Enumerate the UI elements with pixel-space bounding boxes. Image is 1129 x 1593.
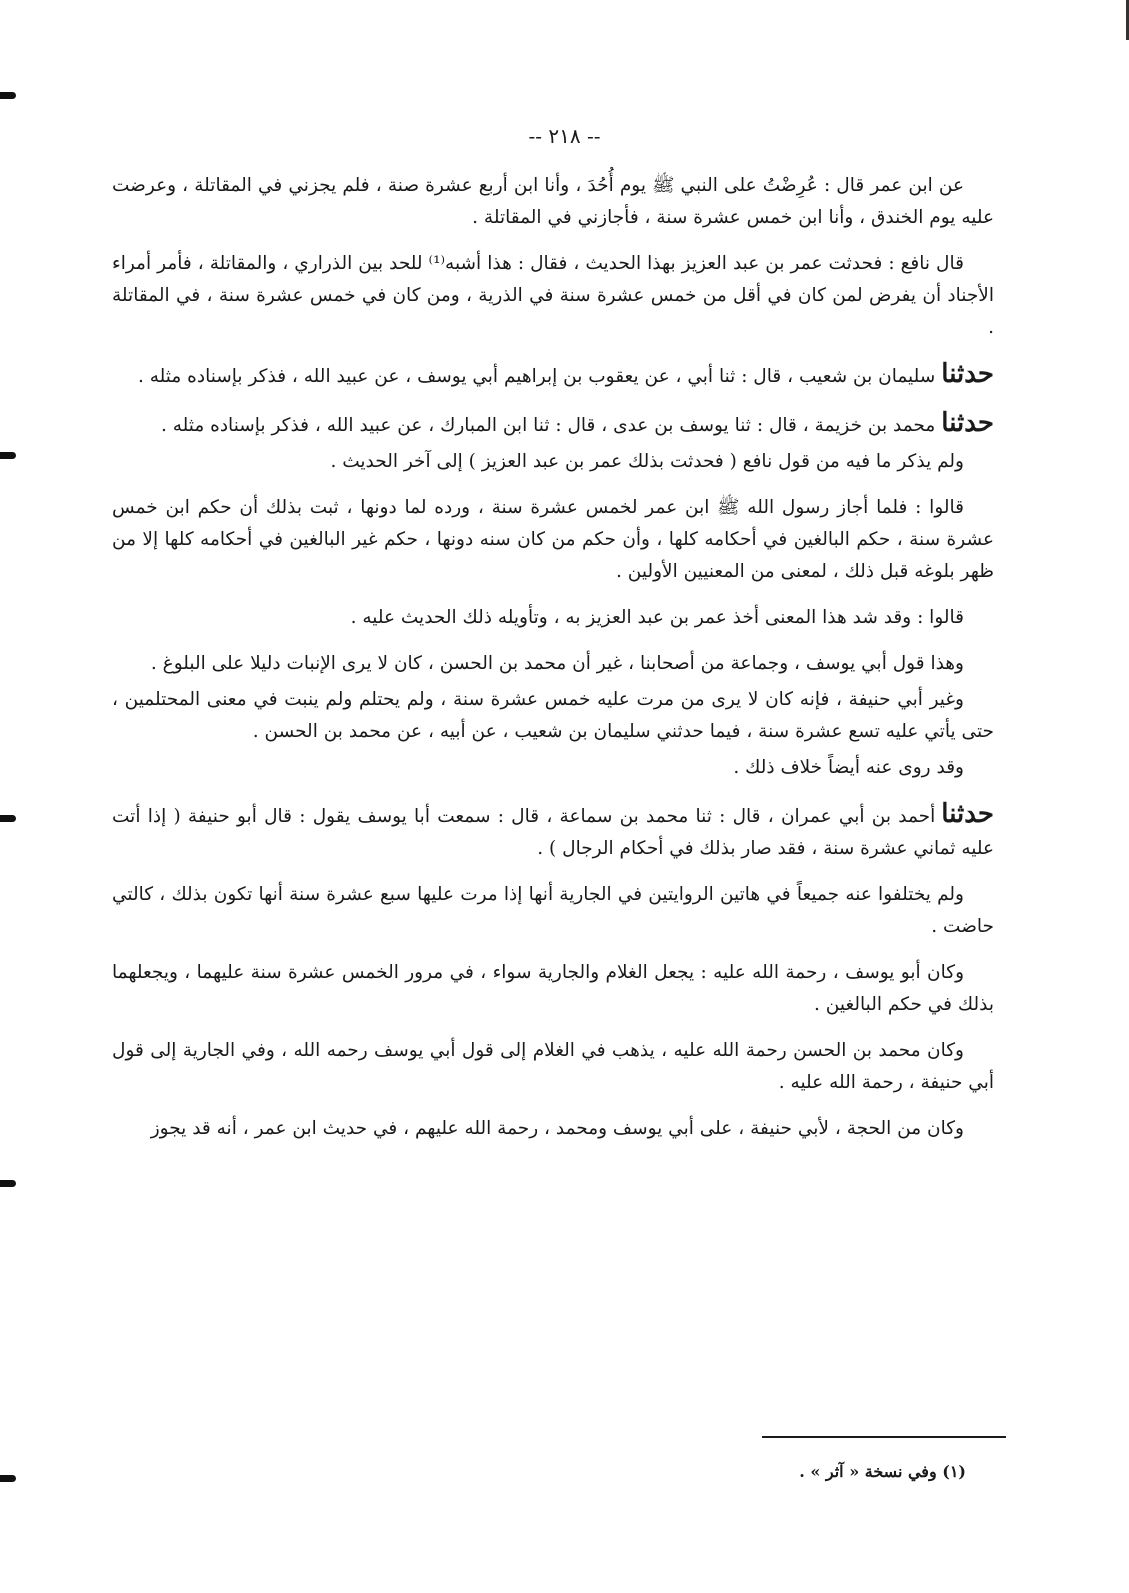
paragraph	[112, 798, 994, 865]
footnote: (١) وفي نسخة « آثر » .	[799, 1462, 966, 1481]
margin-punch-mark	[0, 1180, 16, 1187]
paragraph-text: ولم يذكر ما فيه من قول نافع ( فحدثت بذلك عمر بن عبد العزيز ) إلى آخر الحديث .	[330, 451, 964, 472]
isnad-lead-word: حدثنا	[941, 359, 994, 389]
isnad-lead-word: حدثنا	[941, 799, 994, 829]
page-number: -- ٢١٨ --	[528, 124, 601, 148]
paragraph-text: وغير أبي حنيفة ، فإنه كان لا يرى من مرت عليه خمس عشرة سنة ، ولم يحتلم ولم ينبت في معنى المحتلمين ، حتى يأتي عليه تسع عشرة سنة ، فيما حدثني سليمان بن شعيب ، عن أبيه ، عن محمد بن الحسن .	[112, 689, 994, 742]
paragraph-text: وكان محمد بن الحسن رحمة الله عليه ، يذهب في الغلام إلى قول أبي يوسف رحمه الله ، وفي الجارية إلى قول أبي حنيفة ، رحمة الله عليه .	[112, 1040, 994, 1093]
paragraph	[112, 957, 994, 1021]
paragraph	[112, 879, 994, 943]
paragraph	[112, 446, 994, 478]
paragraph-text: قالوا : فلما أجاز رسول الله ﷺ ابن عمر لخمس عشرة سنة ، ورده لما دونها ، ثبت بذلك أن حكم ابن خمس عشرة سنة ، حكم البالغين في أحكامه كلها ، وأن حكم من كان سنه دونها ، حكم غير البالغين في أحكامه كلها إلا من ظهر بلوغه قبل ذلك ، لمعنى من المعنيين الأولين .	[112, 497, 994, 582]
isnad-lead-word: حدثنا	[941, 408, 994, 438]
paragraph	[112, 752, 994, 784]
paragraph-text: ولم يختلفوا عنه جميعاً في هاتين الروايتين في الجارية أنها إذا مرت عليها سبع عشرة سنة أنها تكون بذلك ، كالتي حاضت .	[112, 884, 994, 937]
paragraph-text: قال نافع : فحدثت عمر بن عبد العزيز بهذا الحديث ، فقال : هذا أشبه⁽¹⁾ للحد بين الذراري ، والمقاتلة ، فأمر أمراء الأجناد أن يفرض لمن كان في أقل من خمس عشرة سنة في الذرية ، ومن كان في خمس عشرة سنة ، في المقاتلة .	[112, 253, 994, 338]
paragraph-text: وكان من الحجة ، لأبي حنيفة ، على أبي يوسف ومحمد ، رحمة الله عليهم ، في حديث ابن عمر ، أنه قد يجوز	[150, 1118, 964, 1139]
paragraph	[112, 248, 994, 344]
margin-punch-mark	[0, 452, 16, 459]
margin-punch-mark	[0, 815, 16, 822]
paragraph-text: وكان أبو يوسف ، رحمة الله عليه : يجعل الغلام والجارية سواء ، في مرور الخمس عشرة سنة عليهما ، ويجعلهما بذلك في حكم البالغين .	[112, 962, 994, 1015]
paragraph-text: سليمان بن شعيب ، قال : ثنا أبي ، عن يعقوب بن إبراهيم أبي يوسف ، عن عبيد الله ، فذكر بإسناده مثله .	[137, 366, 936, 387]
paragraph-text: عن ابن عمر قال : عُرِضْتُ على النبي ﷺ يوم أُحُدَ ، وأنا ابن أربع عشرة صنة ، فلم يجزني في المقاتلة ، وعرضت عليه يوم الخندق ، وأنا ابن خمس عشرة سنة ، فأجازني في المقاتلة .	[112, 175, 994, 228]
paragraph	[112, 170, 994, 234]
paragraph	[112, 1113, 994, 1145]
paragraph	[112, 684, 994, 748]
footnote-divider	[762, 1436, 1006, 1438]
paragraph	[112, 407, 994, 442]
margin-punch-mark	[0, 92, 16, 99]
paragraph-text: وهذا قول أبي يوسف ، وجماعة من أصحابنا ، غير أن محمد بن الحسن ، كان لا يرى الإنبات دليلا على البلوغ .	[150, 653, 964, 674]
paragraph	[112, 358, 994, 393]
paragraph-text: وقد روى عنه أيضاً خلاف ذلك .	[733, 757, 964, 778]
paragraph-text: محمد بن خزيمة ، قال : ثنا يوسف بن عدى ، قال : ثنا ابن المبارك ، عن عبيد الله ، فذكر بإسناده مثله .	[160, 415, 936, 436]
paragraph-text: قالوا : وقد شد هذا المعنى أخذ عمر بن عبد العزيز به ، وتأويله ذلك الحديث عليه .	[350, 607, 964, 628]
paragraph	[112, 492, 994, 588]
paragraph	[112, 602, 994, 634]
paragraph	[112, 1035, 994, 1099]
margin-punch-mark	[0, 1475, 16, 1482]
paragraph-text: أحمد بن أبي عمران ، قال : ثنا محمد بن سماعة ، قال : سمعت أبا يوسف يقول : قال أبو حنيفة ( إذا أتت عليه ثماني عشرة سنة ، فقد صار بذلك في أحكام الرجال ) .	[112, 806, 994, 859]
main-text	[112, 170, 994, 1159]
paragraph	[112, 648, 994, 680]
